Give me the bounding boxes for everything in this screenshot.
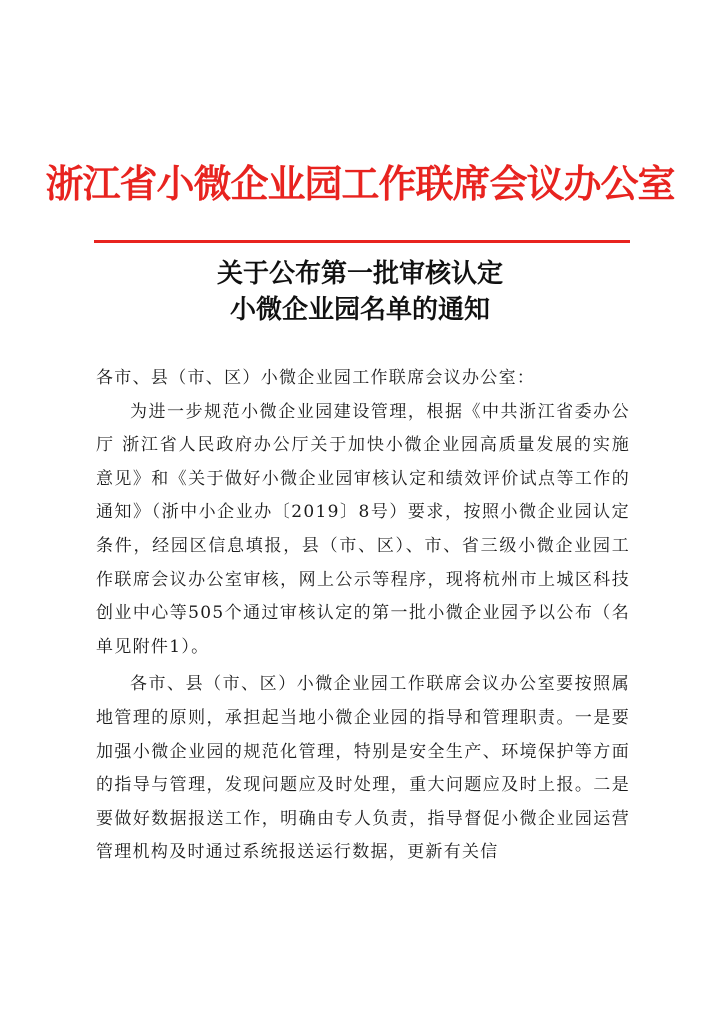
- red-divider-line: [94, 240, 630, 243]
- masthead-issuer: 浙江省小微企业园工作联席会议办公室: [45, 162, 675, 206]
- document-title-line-2: 小微企业园名单的通知: [229, 295, 490, 325]
- document-title: [0, 256, 720, 328]
- body-paragraph-2: 各市、县（市、区）小微企业园工作联席会议办公室要按照属地管理的原则，承担起当地小微企业园的指导和管理职责。一是要加强小微企业园的规范化管理，特别是安全生产、环境保护等方面的指导与管理，发现问题应及时处理，重大问题应及时上报。二是要做好数据报送工作，明确由专人负责，指导督促小微企业园运营管理机构及时通过系统报送运行数据，更新有关信: [96, 674, 630, 863]
- document-title-line-1: 关于公布第一批审核认定: [216, 259, 503, 289]
- body-paragraph-1: 为进一步规范小微企业园建设管理，根据《中共浙江省委办公厅 浙江省人民政府办公厅关于加快小微企业园高质量发展的实施意见》和《关于做好小微企业园审核认定和绩效评价试点等工作的通知》（浙中小企业办〔2019〕8号）要求，按照小微企业园认定条件，经园区信息填报，县（市、区）、市、省三级小微企业园工作联席会议办公室审核，网上公示等程序，现将杭州市上城区科技创业中心等505个通过审核认定的第一批小微企业园予以公布（名单见附件1）。: [96, 401, 630, 657]
- document-body: [96, 362, 630, 870]
- salutation: 各市、县（市、区）小微企业园工作联席会议办公室：: [96, 368, 536, 388]
